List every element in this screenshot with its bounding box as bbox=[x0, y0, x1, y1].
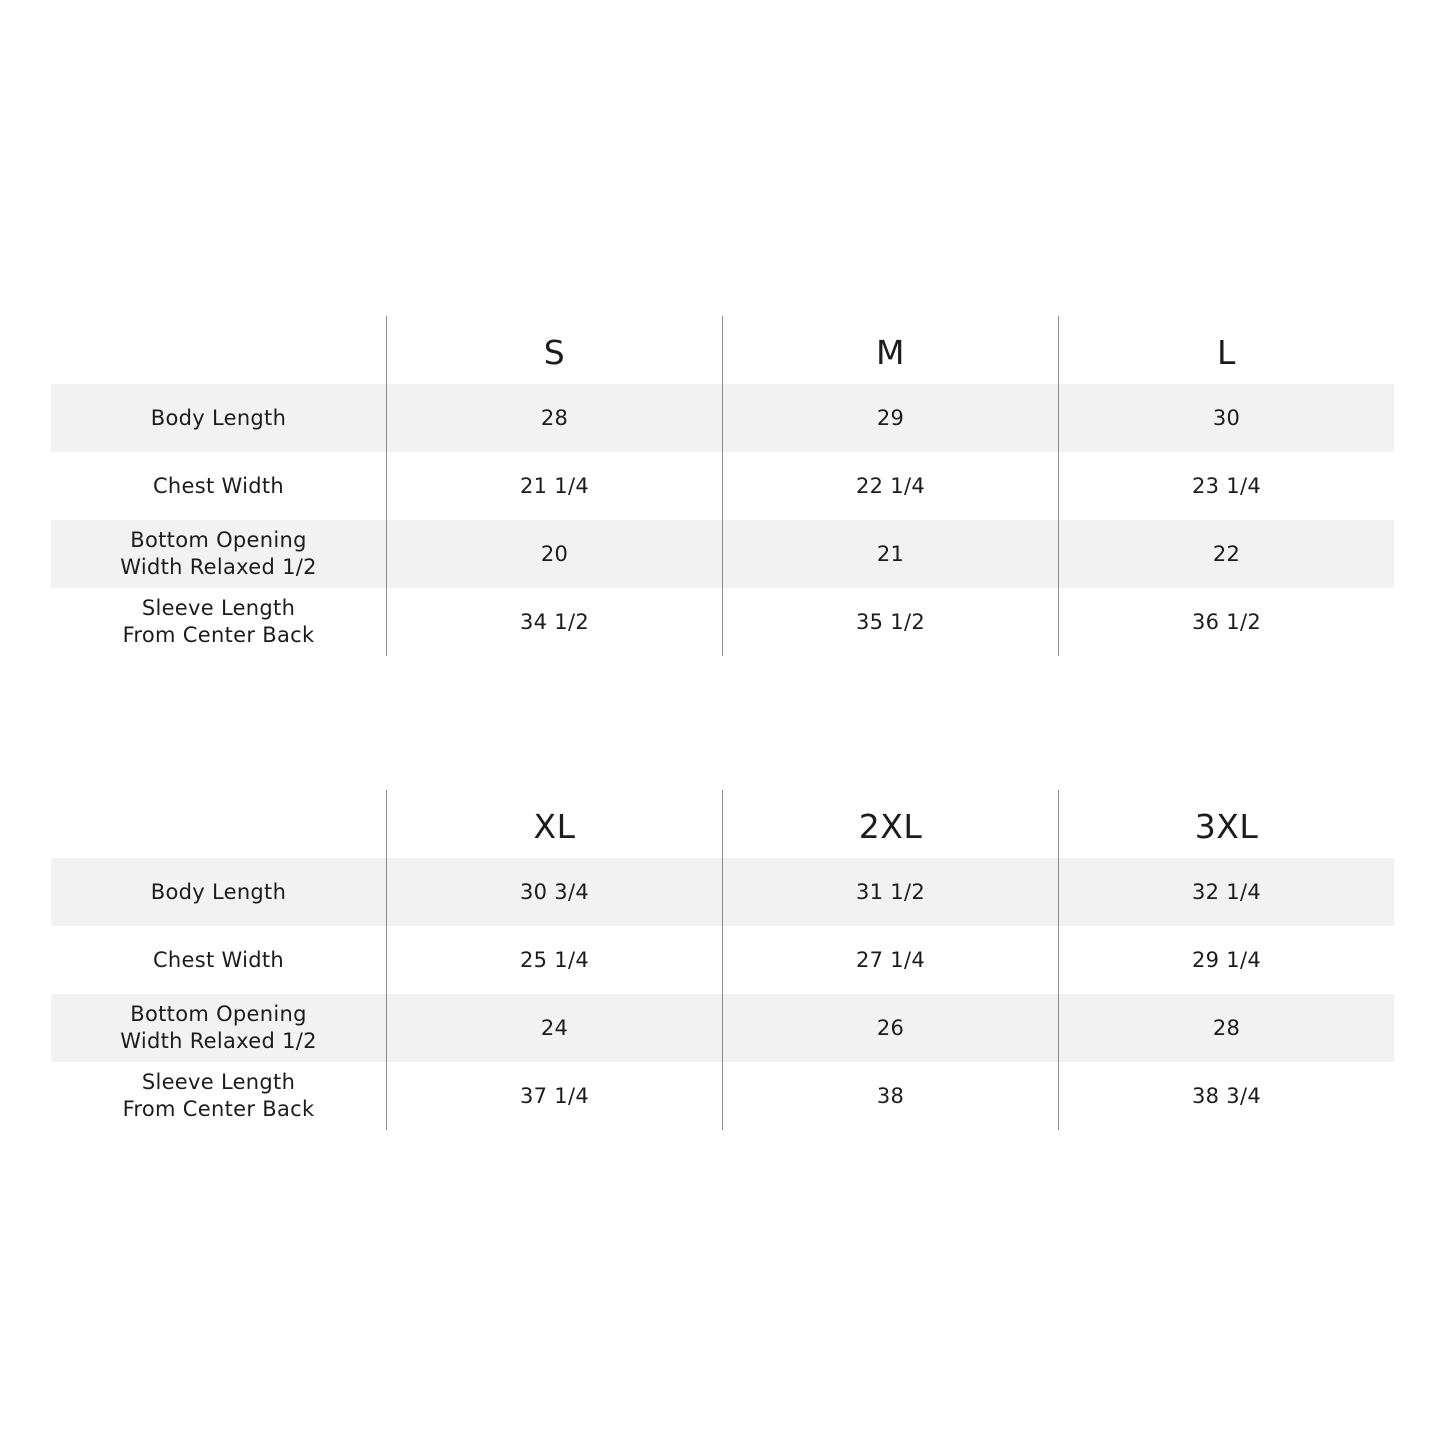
table-row bbox=[51, 384, 1394, 452]
size-heading: M bbox=[722, 316, 1058, 384]
table-cell: 28 bbox=[1058, 994, 1394, 1062]
table-row bbox=[51, 994, 1394, 1062]
table-cell: 22 bbox=[1058, 520, 1394, 588]
table-row bbox=[51, 452, 1394, 520]
table-cell: 29 1/4 bbox=[1058, 926, 1394, 994]
table-row bbox=[51, 1062, 1394, 1130]
table-cell: 35 1/2 bbox=[722, 588, 1058, 656]
size-chart-table-1 bbox=[51, 316, 1394, 656]
row-label: Sleeve Length From Center Back bbox=[122, 1070, 315, 1121]
header-empty-cell bbox=[51, 316, 386, 384]
table-cell: 32 1/4 bbox=[1058, 858, 1394, 926]
table-cell: 21 bbox=[722, 520, 1058, 588]
row-label: Chest Width bbox=[152, 473, 285, 498]
table-cell: 30 3/4 bbox=[386, 858, 722, 926]
table-cell: 21 1/4 bbox=[386, 452, 722, 520]
table-cell: 37 1/4 bbox=[386, 1062, 722, 1130]
row-label: Sleeve Length From Center Back bbox=[122, 596, 315, 647]
table-cell: 26 bbox=[722, 994, 1058, 1062]
size-header-row bbox=[51, 790, 1394, 858]
table-cell: 22 1/4 bbox=[722, 452, 1058, 520]
table-cell: 24 bbox=[386, 994, 722, 1062]
table-cell: 20 bbox=[386, 520, 722, 588]
table-cell: 28 bbox=[386, 384, 722, 452]
table-cell: 30 bbox=[1058, 384, 1394, 452]
table-cell: 31 1/2 bbox=[722, 858, 1058, 926]
table-cell: 34 1/2 bbox=[386, 588, 722, 656]
table-row bbox=[51, 858, 1394, 926]
size-heading: 2XL bbox=[722, 790, 1058, 858]
table-cell: 23 1/4 bbox=[1058, 452, 1394, 520]
table-row bbox=[51, 520, 1394, 588]
row-label: Bottom Opening Width Relaxed 1/2 bbox=[120, 528, 317, 579]
table-cell: 27 1/4 bbox=[722, 926, 1058, 994]
table-row bbox=[51, 588, 1394, 656]
size-chart-table-2 bbox=[51, 790, 1394, 1130]
row-label: Bottom Opening Width Relaxed 1/2 bbox=[120, 1002, 317, 1053]
row-label: Body Length bbox=[150, 405, 287, 430]
table-cell: 25 1/4 bbox=[386, 926, 722, 994]
row-label: Body Length bbox=[150, 879, 287, 904]
table-row bbox=[51, 926, 1394, 994]
table-cell: 38 3/4 bbox=[1058, 1062, 1394, 1130]
size-heading: XL bbox=[386, 790, 722, 858]
size-heading: 3XL bbox=[1058, 790, 1394, 858]
row-label: Chest Width bbox=[152, 947, 285, 972]
table-cell: 29 bbox=[722, 384, 1058, 452]
table-cell: 36 1/2 bbox=[1058, 588, 1394, 656]
size-heading: L bbox=[1058, 316, 1394, 384]
header-empty-cell bbox=[51, 790, 386, 858]
size-heading: S bbox=[386, 316, 722, 384]
table-cell: 38 bbox=[722, 1062, 1058, 1130]
size-header-row bbox=[51, 316, 1394, 384]
